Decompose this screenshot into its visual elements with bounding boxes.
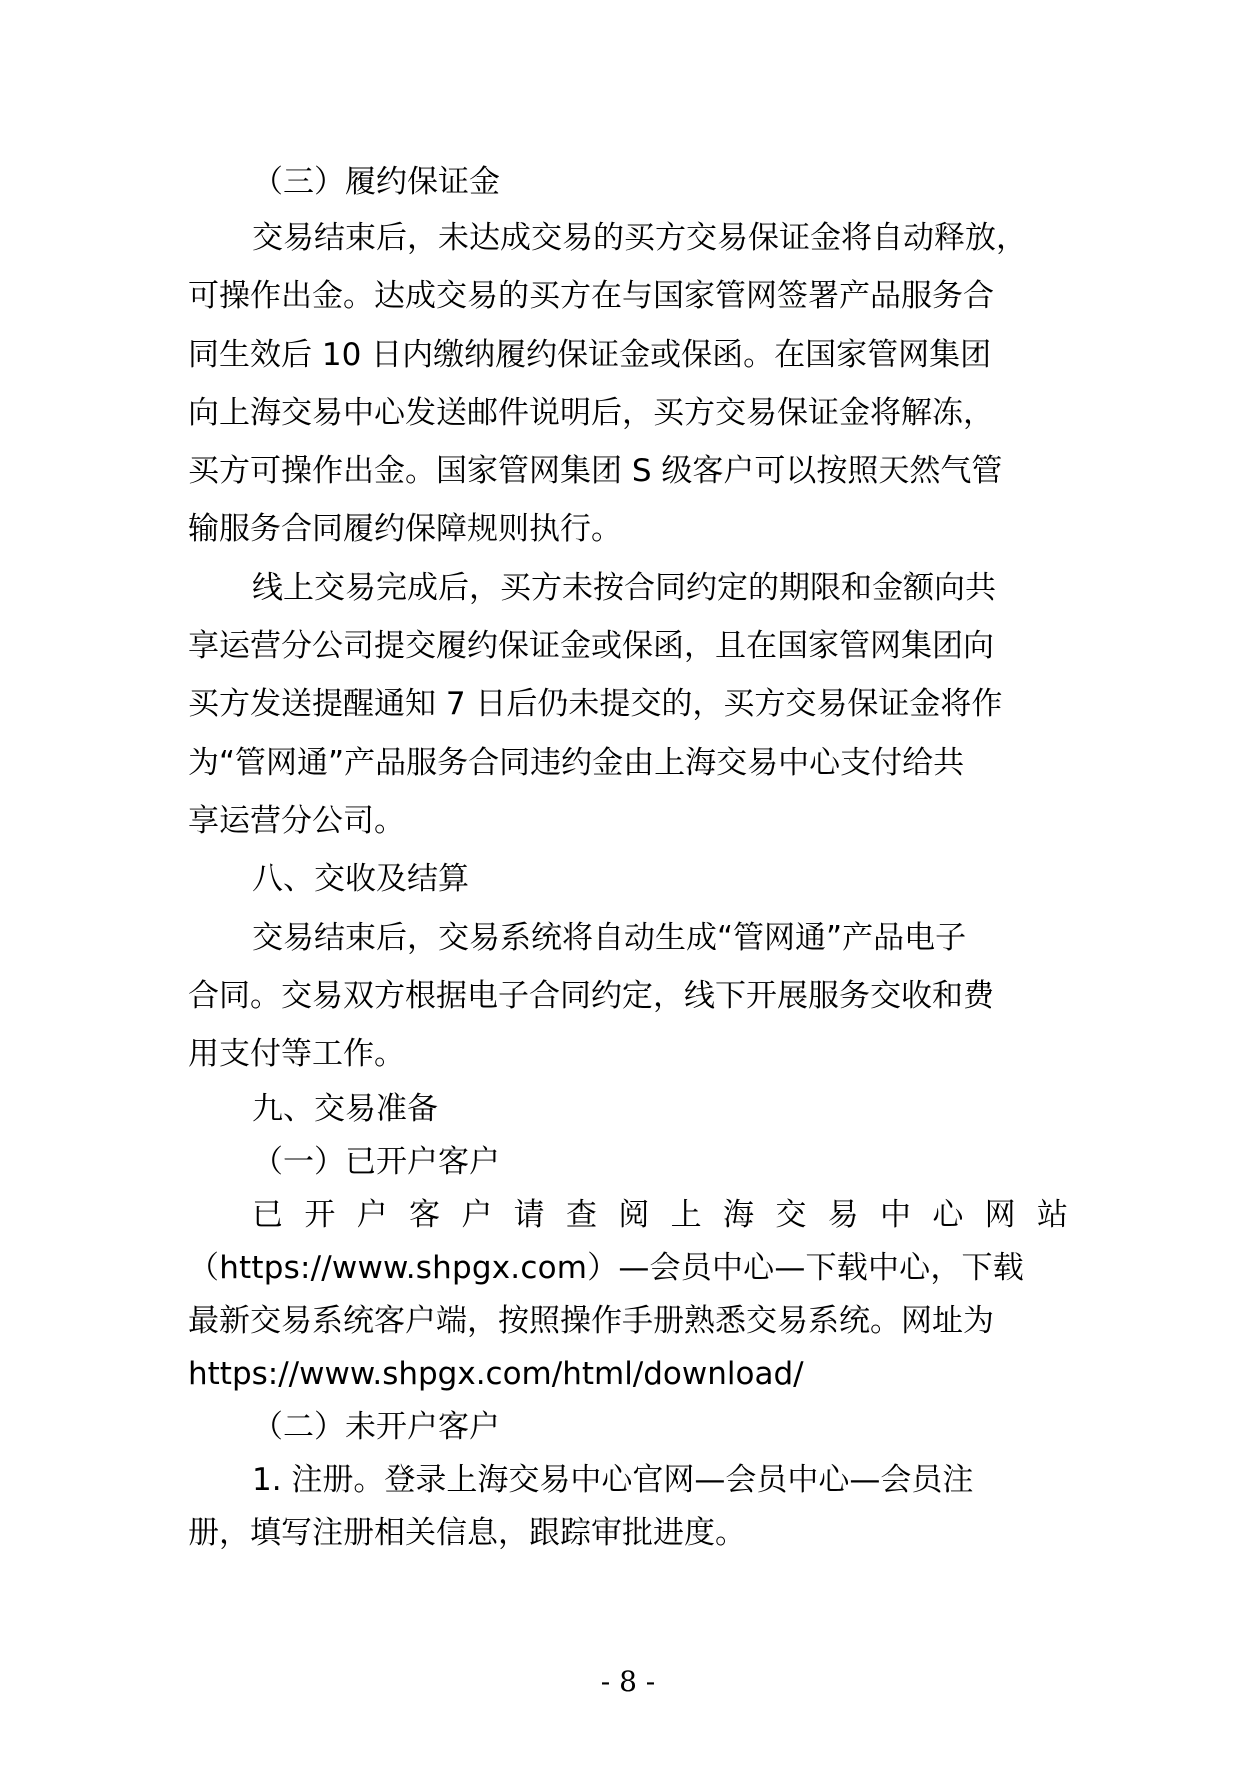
text-line: （https://www.shpgx.com）—会员中心—下载中心，下载 [188,1250,1024,1287]
text-line: 同生效后 10 日内缴纳履约保证金或保函。在国家管网集团 [188,336,992,373]
text-line: 可操作出金。达成交易的买方在与国家管网签署产品服务合 [188,278,994,315]
document-body [188,156,1068,1560]
text-line: 线上交易完成后，买方未按合同约定的期限和金额向共 [252,569,996,606]
section-heading-preparation: 九、交易准备 [252,1091,438,1128]
text-line: 最新交易系统客户端，按照操作手册熟悉交易系统。网址为 [188,1303,994,1340]
sub-heading-new-clients: （二）未开户客户 [252,1409,500,1446]
paragraph-performance-bond-default [188,559,1068,850]
paragraph-settlement [188,909,1068,1084]
paragraph-new-clients [188,1454,1068,1560]
sub-heading-existing-clients: （一）已开户客户 [252,1144,500,1181]
text-line: 为“管网通”产品服务合同违约金由上海交易中心支付给共 [188,744,965,781]
text-line: 已开户客户请查阅上海交易中心网站 [252,1197,1068,1234]
download-url: https://www.shpgx.com/html/download/ [188,1356,804,1393]
text-line: 买方可操作出金。国家管网集团 S 级客户可以按照天然气管 [188,453,1003,490]
page-number: - 8 - [600,1665,656,1698]
text-line: 向上海交易中心发送邮件说明后，买方交易保证金将解冻， [188,394,994,431]
paragraph-existing-clients [188,1189,1068,1401]
text-line: 交易结束后，未达成交易的买方交易保证金将自动释放， [252,220,1027,256]
text-line: 交易结束后，交易系统将自动生成“管网通”产品电子 [252,919,967,956]
text-line: 合同。交易双方根据电子合同约定，线下开展服务交收和费 [188,977,994,1014]
text-line: 输服务合同履约保障规则执行。 [188,511,622,548]
text-line: 享运营分公司。 [188,802,405,839]
text-line: 享运营分公司提交履约保证金或保函，且在国家管网集团向 [188,628,994,665]
text-line: 买方发送提醒通知 7 日后仍未提交的，买方交易保证金将作 [188,686,1003,723]
text-line: 1. 注册。登录上海交易中心官网—会员中心—会员注 [252,1462,974,1499]
section-heading-performance-bond: （三）履约保证金 [252,164,500,200]
section-heading-settlement: 八、交收及结算 [252,861,469,898]
text-line: 用支付等工作。 [188,1036,405,1073]
paragraph-performance-bond-release [188,209,1068,559]
text-line: 册，填写注册相关信息，跟踪审批进度。 [188,1515,746,1552]
